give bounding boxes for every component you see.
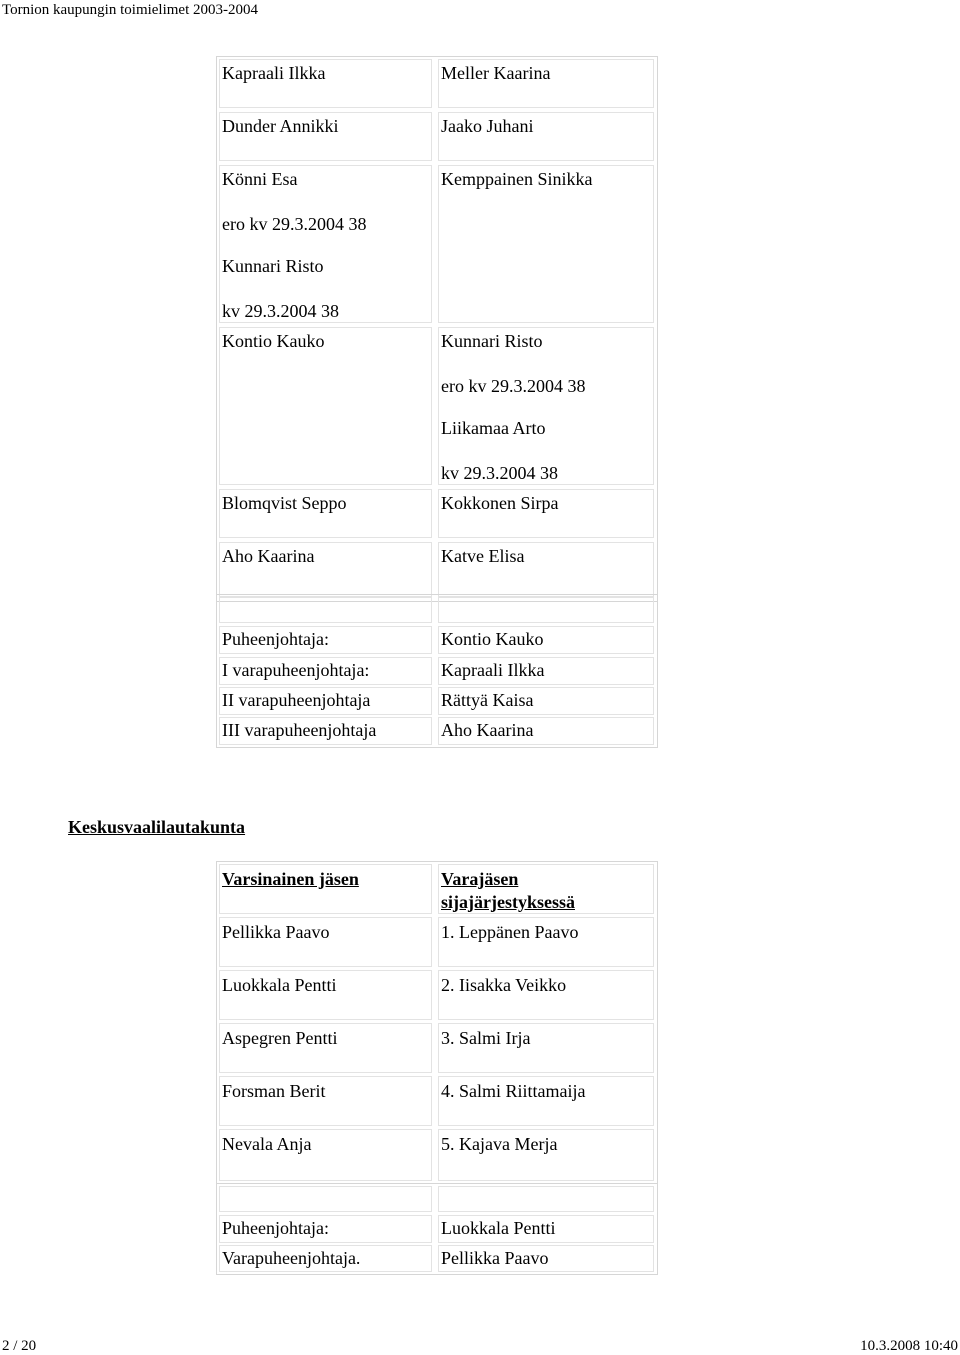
member-name: Kontio Kauko <box>222 331 325 351</box>
deputy-name: Katve Elisa <box>441 546 525 566</box>
officer-name: Kapraali Ilkka <box>441 660 545 680</box>
table-cell <box>219 597 432 623</box>
deputy-name: 4. Salmi Riittamaija <box>441 1081 586 1101</box>
officer-role: II varapuheenjohtaja <box>222 690 371 710</box>
member-name: Blomqvist Seppo <box>222 493 347 513</box>
officer-name: Kontio Kauko <box>441 629 544 649</box>
member-name: Aspegren Pentti <box>222 1028 338 1048</box>
officer-role: Puheenjohtaja: <box>222 1218 329 1238</box>
table-cell <box>438 1186 654 1212</box>
document-header: Tornion kaupungin toimielimet 2003-2004 <box>2 2 259 18</box>
member-note: kv 29.3.2004 38 <box>222 301 339 321</box>
member-name: Pellikka Paavo <box>222 922 330 942</box>
section-title: Keskusvaalilautakunta <box>68 817 246 837</box>
column-header-deputies: Varajäsen <box>441 869 519 889</box>
deputy-name: 5. Kajava Merja <box>441 1134 558 1154</box>
deputy-name: Kunnari Risto <box>441 331 543 351</box>
member-name: Kunnari Risto <box>222 256 324 276</box>
print-timestamp: 10.3.2008 10:40 <box>860 1338 958 1354</box>
member-name: Könni Esa <box>222 169 298 189</box>
member-note: ero kv 29.3.2004 38 <box>222 214 367 234</box>
member-name: Aho Kaarina <box>222 546 315 566</box>
officer-role: Puheenjohtaja: <box>222 629 329 649</box>
member-name: Forsman Berit <box>222 1081 326 1101</box>
deputy-note: kv 29.3.2004 38 <box>441 463 558 483</box>
page-number: 2 / 20 <box>2 1338 37 1354</box>
officer-name: Pellikka Paavo <box>441 1248 549 1268</box>
officer-role: I varapuheenjohtaja: <box>222 660 370 680</box>
deputy-name: Jaako Juhani <box>441 116 534 136</box>
officer-role: Varapuheenjohtaja. <box>222 1248 361 1268</box>
deputy-note: ero kv 29.3.2004 38 <box>441 376 586 396</box>
officer-name: Luokkala Pentti <box>441 1218 556 1238</box>
table-cell <box>219 1186 432 1212</box>
deputy-name: 1. Leppänen Paavo <box>441 922 579 942</box>
officer-name: Aho Kaarina <box>441 720 534 740</box>
deputy-name: Kokkonen Sirpa <box>441 493 559 513</box>
table-cell <box>438 597 654 623</box>
column-header-deputies-2: sijajärjestyksessä <box>441 892 575 912</box>
member-name: Kapraali Ilkka <box>222 63 326 83</box>
deputy-name: 3. Salmi Irja <box>441 1028 531 1048</box>
deputy-name: 2. Iisakka Veikko <box>441 975 567 995</box>
deputy-name: Meller Kaarina <box>441 63 551 83</box>
member-name: Nevala Anja <box>222 1134 312 1154</box>
deputy-name: Liikamaa Arto <box>441 418 546 438</box>
officer-role: III varapuheenjohtaja <box>222 720 377 740</box>
column-header-members: Varsinainen jäsen <box>222 869 359 889</box>
member-name: Dunder Annikki <box>222 116 339 136</box>
member-name: Luokkala Pentti <box>222 975 337 995</box>
deputy-name: Kemppainen Sinikka <box>441 169 593 189</box>
officer-name: Rättyä Kaisa <box>441 690 534 710</box>
